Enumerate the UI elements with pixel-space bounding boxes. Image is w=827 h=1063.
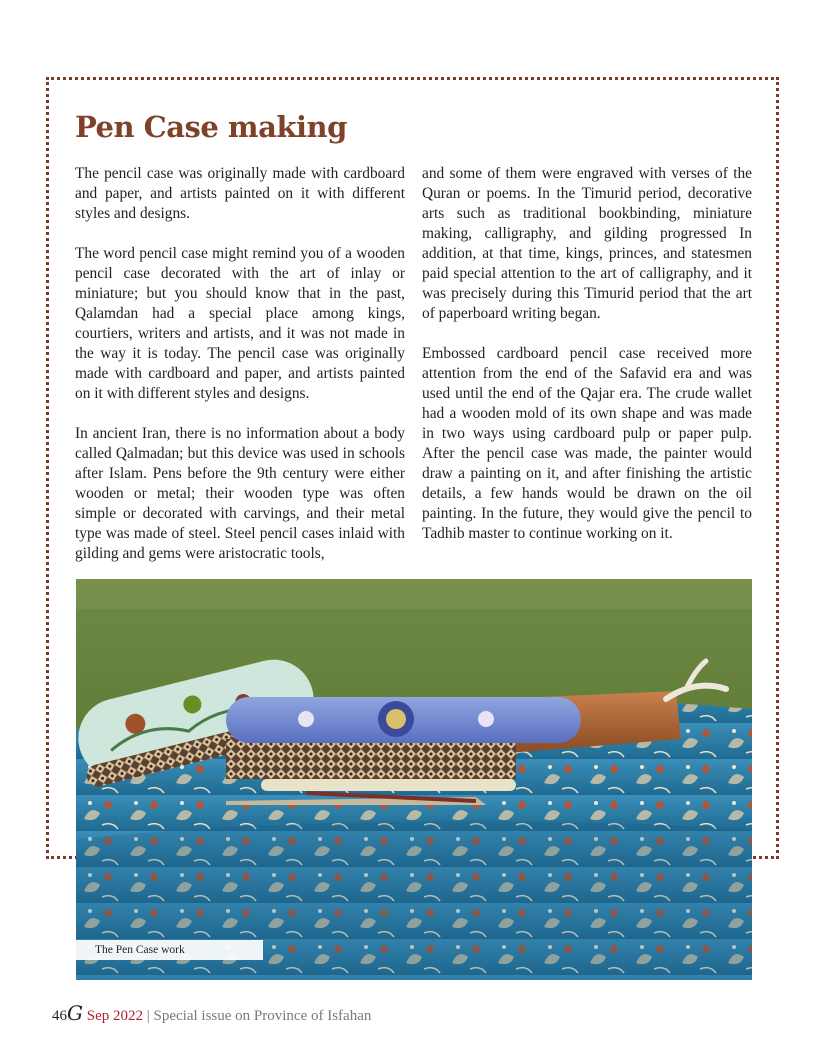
photo-illustration — [76, 579, 752, 980]
paragraph: and some of them were engraved with verses of the Quran or poems. In the Timurid period, decorative arts such as traditional bookbinding, miniature making, calligraphy, and gilding progressed In addition, at that time, kings, princes, and statesmen paid special attention to the art of calligraphy, and it was precisely during this Timurid period that the art of paperboard writing began. — [422, 165, 752, 322]
page-number: 46 — [52, 1008, 67, 1024]
paragraph: Embossed cardboard pencil case received more attention from the end of the Safavid era and was used until the end of the Qajar era. The crude wallet had a wooden mold of its own shape and was made in two ways using cardboard pulp or paper pulp. After the pencil case was made, the painter would draw a painting on it, and after finishing the artistic details, a few hands would be drawn on the oil painting. In the future, they would give the pencil to Tadhib master to continue working on it. — [422, 345, 752, 542]
photo-caption: The Pen Case work — [76, 940, 263, 960]
paragraph: The pencil case was originally made with cardboard and paper, and artists painted on it with different styles and designs. — [75, 165, 405, 222]
footer-separator: | — [146, 1008, 150, 1024]
page-footer — [52, 1001, 371, 1025]
paragraph: The word pencil case might remind you of a wooden pencil case decorated with the art of inlay or miniature; but you should know that in the past, Qalamdan had a special place among kings, courtiers, writers and artists, and it was not made in the way it is today. The pencil case was originally made with cardboard and paper, and artists painted on it with different styles and designs. — [75, 245, 405, 402]
pen-case-photo — [76, 579, 752, 980]
right-column — [422, 164, 752, 564]
issue-date: Sep 2022 — [86, 1008, 143, 1024]
issue-title: Special issue on Province of Isfahan — [153, 1008, 372, 1024]
left-column — [75, 164, 405, 584]
paragraph: In ancient Iran, there is no information about a body called Qalmadan; but this device was used in schools after Islam. Pens before the 9th century were either wooden or metal; their wooden type was often simple or decorated with carvings, and their metal type was made of steel. Steel pencil cases inlaid with gilding and gems were aristocratic tools, — [75, 425, 405, 562]
article-title: Pen Case making — [75, 110, 347, 144]
magazine-logo: G — [67, 1001, 83, 1025]
